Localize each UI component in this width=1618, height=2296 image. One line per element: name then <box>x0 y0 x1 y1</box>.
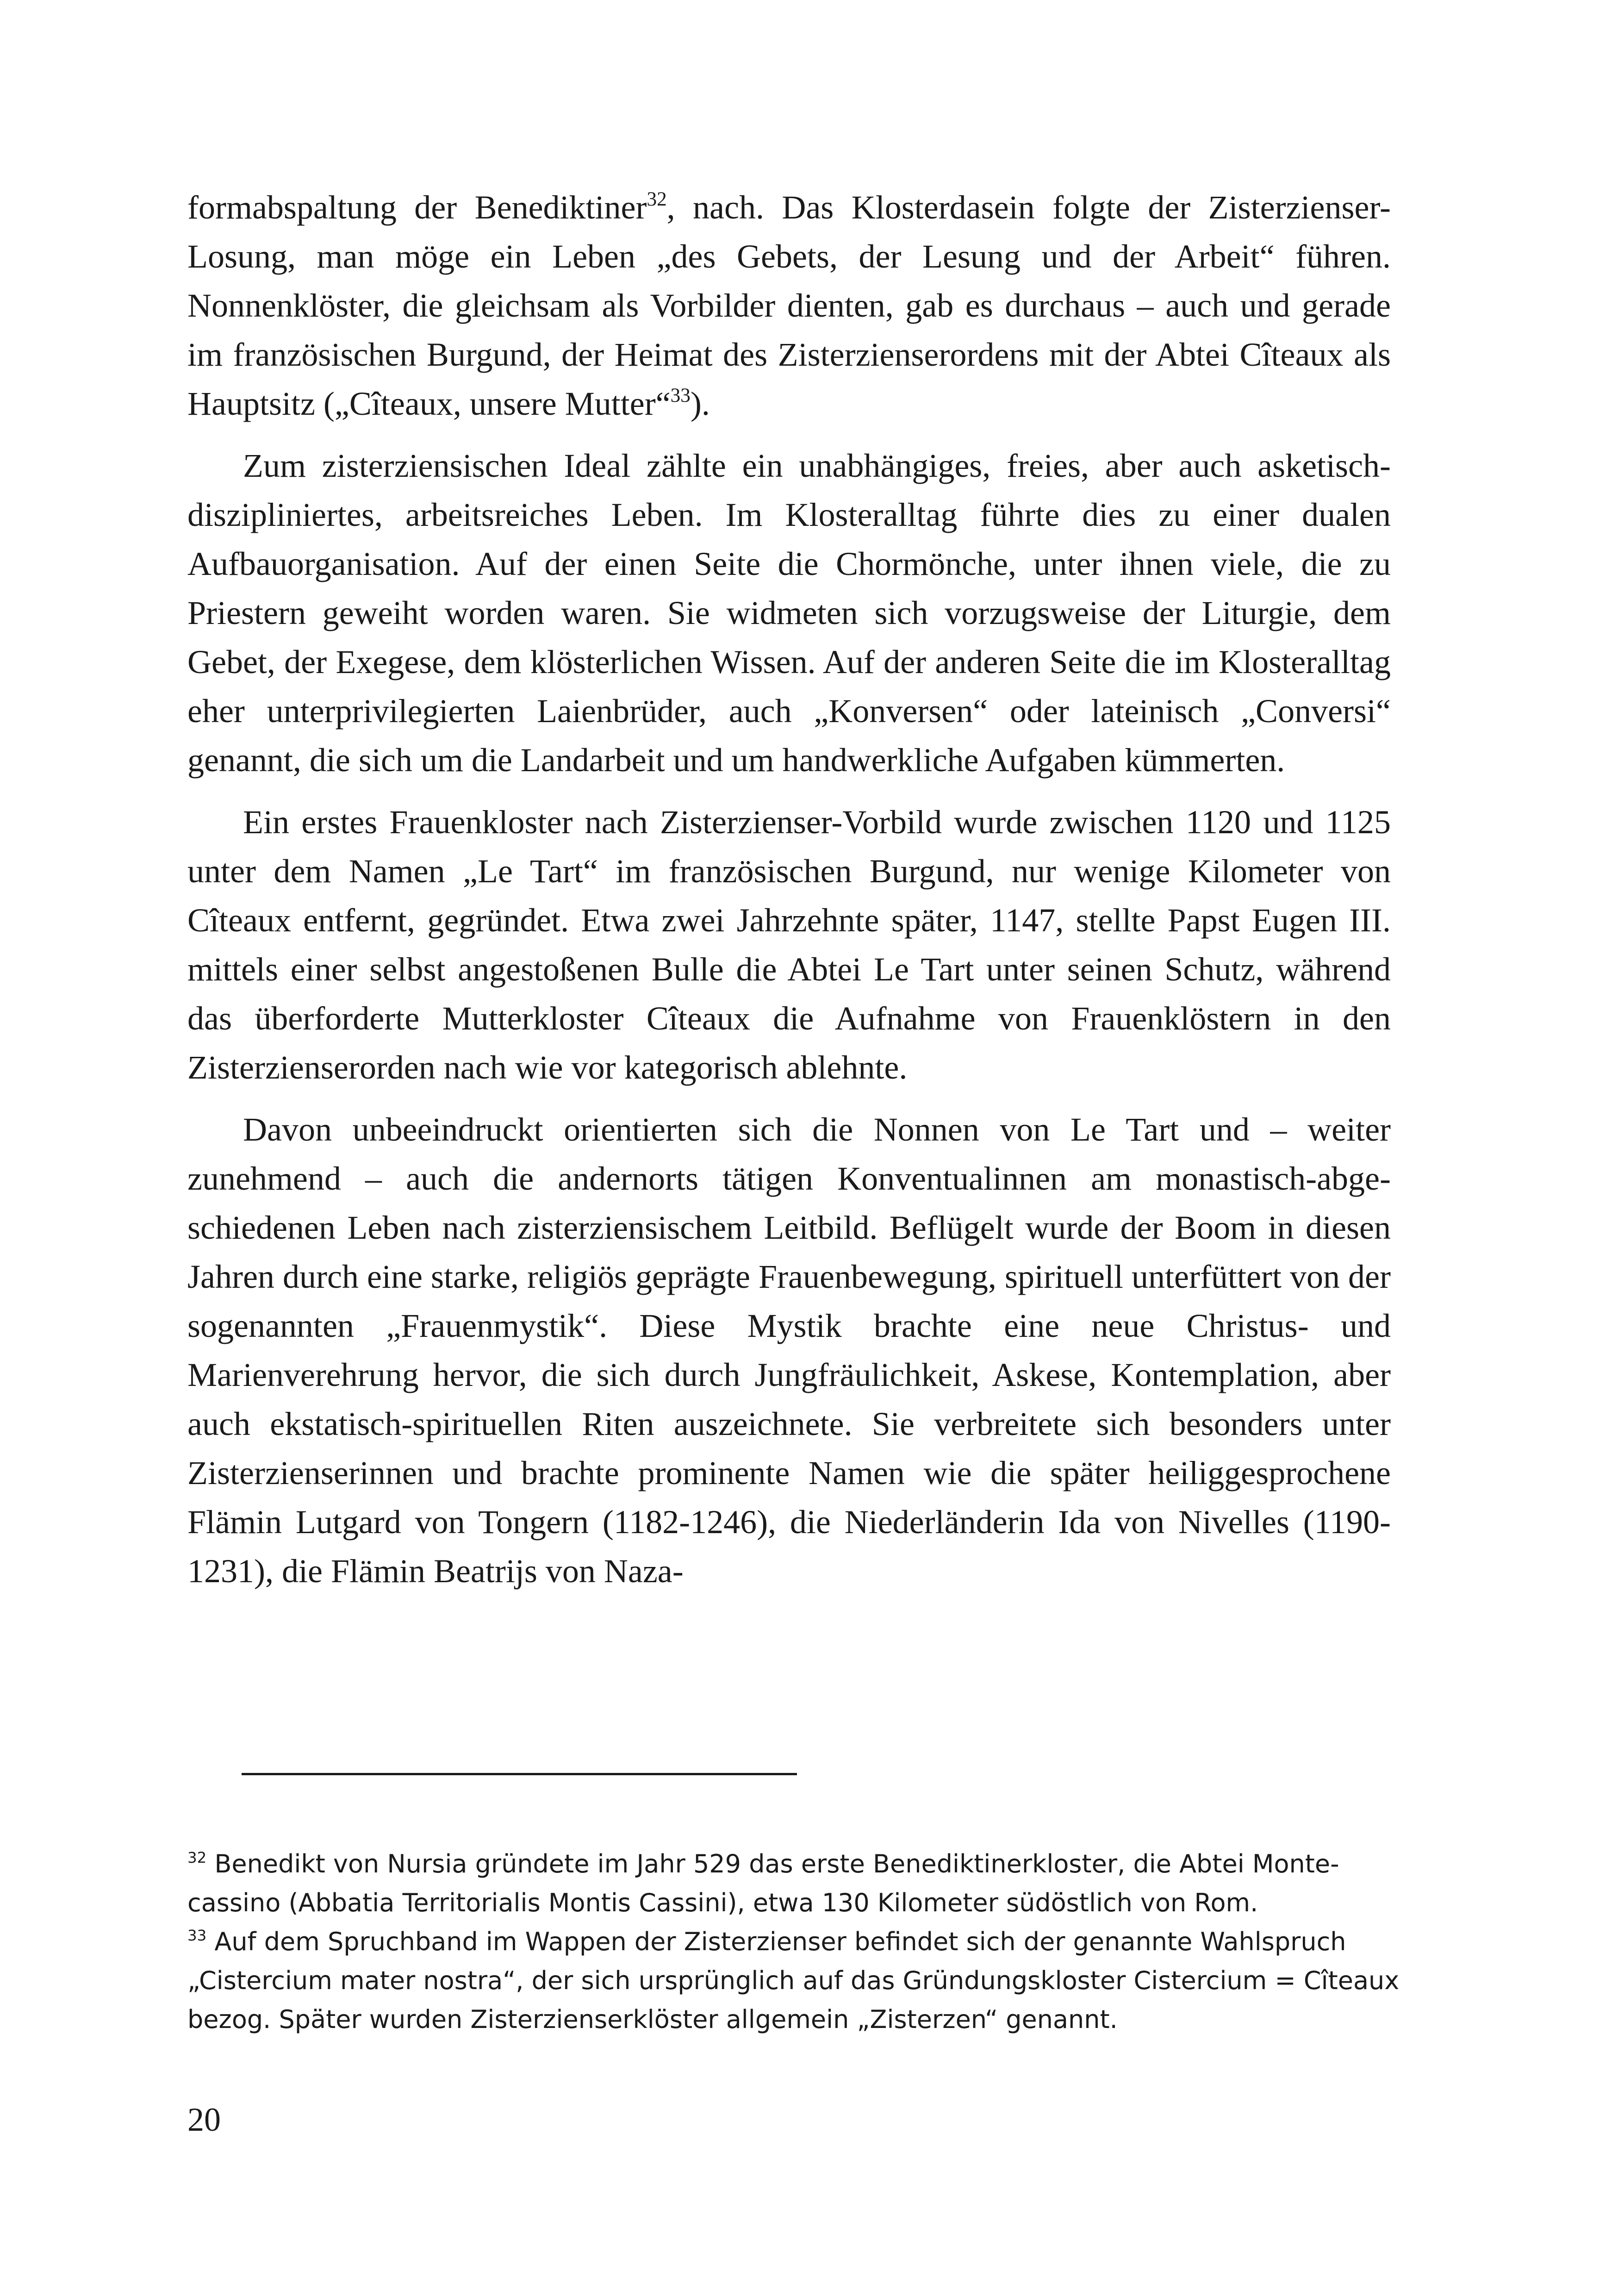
footnotes <box>187 1845 1400 2039</box>
footnote-ref-33[interactable]: 33 <box>670 384 691 406</box>
footnote-number: 32 <box>187 1848 207 1866</box>
paragraph-text: Zum zisterziensischen Ideal zählte ein unabhängiges, freies, aber auch asketisch-diszipliniertes, arbeitsreiches Leben. Im Klosteralltag führte dies zu einer dualen Aufbauorganisation. Auf der einen Seite die Chormönche, unter ihnen viele, die zu Priestern geweiht worden waren. Sie widmeten sich vorzugsweise der Liturgie, dem Gebet, der Exegese, dem klösterlichen Wissen. Auf der anderen Seite die im Klosteralltag eher unterprivilegierten Laienbrüder, auch „Konversen“ oder lateinisch „Conversi“ genannt, die sich um die Landarbeit und um handwerkliche Aufgaben kümmerten. <box>187 447 1391 779</box>
footnote-text: Benedikt von Nursia gründete im Jahr 529 das erste Benediktinerkloster, die Abtei Montecassino (Abbatia Territorialis Montis Cassini), etwa 130 Kilometer südöstlich von Rom. <box>187 1849 1339 1917</box>
main-text-block <box>187 183 1391 1609</box>
paragraph-text: Ein erstes Frauenkloster nach Zisterzienser-Vorbild wurde zwischen 1120 und 1125 unter dem Namen „Le Tart“ im französischen Burgund, nur wenige Kilometer von Cîteaux entfernt, gegründet. Etwa zwei Jahrzehnte später, 1147, stellte Papst Eugen III. mittels einer selbst angestoßenen Bulle die Abtei Le Tart unter seinen Schutz, während das überforderte Mutterkloster Cîteaux die Aufnahme von Frauenklöstern in den Zisterzienserorden nach wie vor kategorisch ablehnte. <box>187 804 1391 1086</box>
footnote-text: Auf dem Spruchband im Wappen der Zisterzienser befindet sich der genannte Wahlspruch „Cistercium mater nostra“, der sich ursprünglich auf das Gründungskloster Cistercium = Cîteaux bezog. Später wurden Zisterzienserklöster allgemein „Zisterzen“ genannt. <box>187 1927 1400 2034</box>
body-text <box>187 183 1391 1596</box>
paragraph-4 <box>187 1105 1391 1596</box>
paragraph-text: , nach. Das Klosterdasein folgte der Zisterzienser-Losung, man möge ein Leben „des Gebets, der Lesung und der Arbeit“ führen. Nonnenklöster, die gleichsam als Vorbilder dienten, gab es durchaus – auch und gerade im französischen Burgund, der Heimat des Zisterzienserordens mit der Abtei Cîteaux als Hauptsitz („Cîteaux, unsere Mutter“ <box>187 189 1391 422</box>
paragraph-text: Davon unbeeindruckt orientierten sich die Nonnen von Le Tart und – weiter zunehmend – auch die andernorts tätigen Konventualinnen am monastisch-abgeschiedenen Leben nach zisterziensischem Leitbild. Beflügelt wurde der Boom in diesen Jahren durch eine starke, religiös geprägte Frauenbewegung, spirituell unterfüttert von der sogenannten „Frauenmystik“. Diese Mystik brachte eine neue Christus- und Marienverehrung hervor, die sich durch Jungfräulichkeit, Askese, Kontemplation, aber auch ekstatisch-spirituellen Riten auszeichnete. Sie verbreitete sich besonders unter Zisterzienserinnen und brachte prominente Namen wie die später heiliggesprochene Flämin Lutgard von Tongern (1182-1246), die Niederländerin Ida von Nivelles (1190-1231), die Flämin Beatrijs von Naza- <box>187 1111 1391 1590</box>
paragraph-1 <box>187 183 1391 428</box>
footnote-separator <box>242 1773 797 1775</box>
footnote-number: 33 <box>187 1926 207 1944</box>
page-number: 20 <box>187 2101 221 2138</box>
footnote-ref-32[interactable]: 32 <box>647 188 667 210</box>
footnote-32 <box>187 1845 1400 1922</box>
paragraph-2 <box>187 441 1391 785</box>
paragraph-text: ). <box>690 385 710 422</box>
paragraph-3 <box>187 798 1391 1092</box>
paragraph-text: formabspaltung der Benediktiner <box>187 189 647 226</box>
footnote-33 <box>187 1922 1400 2039</box>
